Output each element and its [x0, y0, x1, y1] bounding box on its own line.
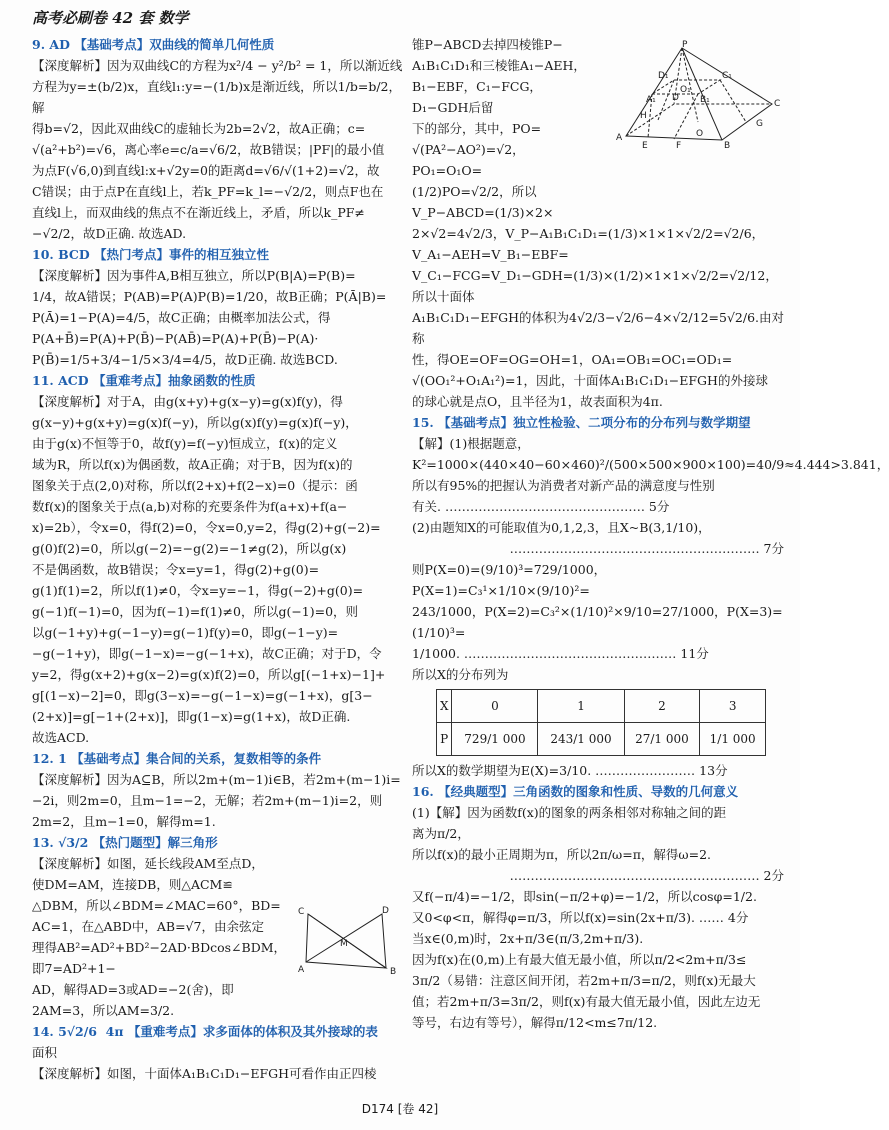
right-column [412, 34, 889, 1033]
text-line: g(x−y)+g(x+y)=g(x)f(−y)，所以g(x)f(y)=g(x)f(−y)， [32, 415, 358, 430]
text-line: B₁−EBF，C₁−FCG，D₁−GDH后留 [412, 79, 542, 115]
figure-label: D [382, 906, 389, 916]
page-footer: D174 [卷 42] [361, 1102, 439, 1116]
text-line: V_C₁−FCG=V_D₁−GDH=(1/3)×(1/2)×1×1×√2/2=√2/12，所以十面体 [412, 268, 778, 304]
text-line: 【深度解析】如图，延长线段AM至点D， [32, 856, 264, 871]
text-line: P(Ā)=1−P(A)=4/5，故C正确；由概率加法公式，得 [32, 310, 331, 325]
text-line: 故选ACD. [32, 730, 90, 745]
text-line: 方程为y=±(b/2)x，直线l₁:y=−(1/b)x是渐近线，所以1/b=b/2，解 [32, 79, 401, 115]
text-line: (2+x)]=g[−1+(2+x)]，即g(1−x)=g(1+x)，故D正确. [32, 709, 351, 724]
text-line: 的球心就是点O，且半径为1，故表面积为4π. [412, 394, 663, 409]
text-line: 1/4，故A错误；P(AB)=P(A)P(B)=1/20，故B正确；P(Ā|B)= [32, 289, 387, 304]
text-line: AD，解得AD=3或AD=−2(舍)，即2AM=3，所以AM=3/2. [32, 982, 234, 1018]
figure-label: C₁ [722, 71, 732, 81]
text-line: 2m=2，且m−1=0，解得m=1. [32, 814, 216, 829]
figure-label: C [774, 99, 781, 109]
table-cell: P [437, 723, 452, 756]
text-line: 等号，右边有等号），解得π/12<m≤7π/12. [412, 1015, 658, 1030]
table-cell: 2 [624, 690, 700, 723]
text-line: 锥P−ABCD去掉四棱锥P− [412, 37, 563, 52]
text-line: √(a²+b²)=√6，离心率e=c/a=√6/2，故B错误；|PF|的最小值 [32, 142, 385, 157]
table-row [437, 690, 766, 723]
text-line: 【深度解析】对于A，由g(x+y)+g(x−y)=g(x)f(y)，得 [32, 394, 343, 409]
table-cell: 3 [700, 690, 766, 723]
figure-label: A [616, 133, 623, 143]
text-line: 所以f(x)的最小正周期为π，所以2π/ω=π，解得ω=2. [412, 847, 711, 862]
text-line: −√2/2，故D正确. 故选AD. [32, 226, 187, 241]
text-line: 则P(X=0)=(9/10)³=729/1000，P(X=1)=C₃¹×1/10×(9/10)²= [412, 562, 607, 598]
text-line: −2i，则2m=0，且m−1=−2，无解；若2m+(m−1)i=2，则 [32, 793, 383, 808]
text-line: 【深度解析】因为A⊆B，所以2m+(m−1)i∈B，若2m+(m−1)i= [32, 772, 401, 787]
page-header: 高考必刷卷 42 套 数学 [32, 9, 189, 27]
text-line: C错误；由于点P在直线l上，若k_PF=k_l=−√2/2，则点F也在 [32, 184, 384, 199]
text-line: 因为f(x)在(0,m)上有最大值无最小值，所以π/2<2m+π/3≤ [412, 952, 747, 967]
text-line: √(OO₁²+O₁A₁²)=1，因此，十面体A₁B₁C₁D₁−EFGH的外接球 [412, 373, 768, 388]
text-line: K²=1000×(440×40−60×460)²/(500×500×900×100)=40/9≈4.444>3.841， [412, 457, 889, 472]
text-line: 又0<φ<π，解得φ=π/3，所以f(x)=sin(2x+π/3). …… 4分 [412, 910, 749, 925]
text-line: 为点F(√6,0)到直线l:x+√2y=0的距离d=√6/√(1+2)=√2，故 [32, 163, 380, 178]
question-heading: 16. 【经典题型】三角函数的图象和性质、导数的几何意义 [412, 784, 739, 799]
text-line: △DBM，所以∠BDM=∠MAC=60°，BD= [32, 898, 281, 913]
text-line: 使DM=AM，连接DB，则△ACM≌ [32, 877, 233, 892]
text-line: …………………………………………………… 2分 [509, 868, 784, 883]
text-line: 1/1000. …………………………………………… 11分 [412, 646, 709, 661]
text-line: 下的部分，其中，PO= [412, 121, 542, 136]
table-cell: X [437, 690, 452, 723]
figure-label: E [642, 141, 648, 151]
text-line: 图象关于点(2,0)对称，所以f(2+x)+f(2−x)=0（提示：函 [32, 478, 358, 493]
text-line: 值；若2m+π/3=3π/2，则f(x)有最大值无最小值，因此左边无 [412, 994, 761, 1009]
text-line: g[(1−x)−2]=0，即g(3−x)=−g(−1−x)=g(−1+x)，g[3− [32, 688, 373, 703]
text-line: √(PA²−AO²)=√2，PO₁=O₁O= [412, 142, 525, 178]
figure-label: A [298, 965, 305, 975]
figure-label: D₁ [658, 71, 669, 81]
text-line: 【解】(1)根据题意， [412, 436, 530, 451]
text-line: (1)【解】因为函数f(x)的图象的两条相邻对称轴之间的距 [412, 805, 727, 820]
text-line: 不是偶函数，故B错误；令x=y=1，得g(2)+g(0)= [32, 562, 320, 577]
figure-label: A₁ [646, 95, 656, 105]
question-heading: 9. AD 【基础考点】双曲线的简单几何性质 [32, 37, 275, 52]
text-line: (1/2)PO=√2/2，所以V_P−ABCD=(1/3)×2× [412, 184, 554, 220]
text-line: A₁B₁C₁D₁和三棱锥A₁−AEH， [412, 58, 586, 73]
text-line: P(A+B̄)=P(A)+P(B̄)−P(AB̄)=P(A)+P(B̄)−P(A)· [32, 331, 319, 346]
text-line: P(B̄)=1/5+3/4−1/5×3/4=4/5，故D正确. 故选BCD. [32, 352, 338, 367]
text-line: (2)由题知X的可能取值为0,1,2,3，且X~B(3,1/10)， [412, 520, 711, 535]
question-heading: 12. 1 【基础考点】集合间的关系，复数相等的条件 [32, 751, 322, 766]
figure-label: B [390, 967, 397, 977]
table-cell: 729/1 000 [452, 723, 538, 756]
text-line: 理得AB²=AD²+BD²−2AD·BDcos∠BDM，即7=AD²+1− [32, 940, 287, 976]
question-heading: 15. 【基础考点】独立性检验、二项分布的分布列与数学期望 [412, 415, 751, 430]
text-line: 离为π/2， [412, 826, 470, 841]
figure-label: M [340, 939, 348, 949]
text-line: 2×√2=4√2/3，V_P−A₁B₁C₁D₁=(1/3)×1×1×√2/2=√2/6，V_A₁−AEH=V_B₁−EBF= [412, 226, 765, 262]
text-line: 面积 [32, 1045, 58, 1060]
text-line: 【深度解析】如图，十面体A₁B₁C₁D₁−EFGH可看作由正四棱 [32, 1066, 377, 1081]
question-heading: 13. √3/2 【热门题型】解三角形 [32, 835, 218, 850]
table-row [437, 723, 766, 756]
figure-label: G [756, 119, 763, 129]
text-line: −g(−1+y)，即g(−1−x)=−g(−1+x)，故C正确；对于D，令 [32, 646, 382, 661]
text-line: 当x∈(0,m)时，2x+π/3∈(π/3,2m+π/3). [412, 931, 644, 946]
text-line: 【深度解析】因为事件A,B相互独立，所以P(B|A)=P(B)= [32, 268, 356, 283]
text-line: 243/1000，P(X=2)=C₃²×(1/10)²×9/10=27/1000，P(X=3)=(1/10)³= [412, 604, 783, 640]
text-line: g(0)f(2)=0，所以g(−2)=−g(2)=−1≠g(2)，所以g(x) [32, 541, 347, 556]
text-line: 数f(x)的图象关于点(a,b)对称的充要条件为f(a+x)+f(a− [32, 499, 348, 514]
pyramid-figure [612, 40, 790, 152]
text-line: A₁B₁C₁D₁−EFGH的体积为4√2/3−√2/6−4×√2/12=5√2/6.由对称 [412, 310, 785, 346]
triangle-figure [296, 906, 406, 976]
text-line: 【深度解析】因为双曲线C的方程为x²/4 − y²/b² = 1，所以渐近线 [32, 58, 403, 73]
text-line: …………………………………………………… 7分 [509, 541, 784, 556]
right-column-text-2 [412, 760, 784, 1033]
text-line: 有关. ………………………………………… 5分 [412, 499, 670, 514]
text-line: g(1)f(1)=2，所以f(1)≠0，令x=y=−1，得g(−2)+g(0)= [32, 583, 364, 598]
table-cell: 0 [452, 690, 538, 723]
figure-label: D [672, 93, 679, 103]
text-line: 域为R，所以f(x)为偶函数，故A正确；对于B，因为f(x)的 [32, 457, 353, 472]
table-cell: 27/1 000 [624, 723, 700, 756]
figure-label: P [682, 40, 688, 50]
question-heading: 14. 5√2/6 4π 【重难考点】求多面体的体积及其外接球的表 [32, 1024, 378, 1039]
text-line: AC=1，在△ABD中，AB=√7，由余弦定 [32, 919, 264, 934]
text-line: 所以X的分布列为 [412, 667, 509, 682]
text-line: 以g(−1+y)+g(−1−y)=g(−1)f(y)=0，即g(−1−y)= [32, 625, 339, 640]
text-line: 又f(−π/4)=−1/2，即sin(−π/2+φ)=−1/2，所以cosφ=1/2. [412, 889, 757, 904]
table-cell: 1 [538, 690, 624, 723]
figure-label: H [640, 111, 647, 121]
question-heading: 10. BCD 【热门考点】事件的相互独立性 [32, 247, 270, 262]
table-cell: 1/1 000 [700, 723, 766, 756]
text-line: 所以有95%的把握认为消费者对新产品的满意度与性别 [412, 478, 715, 493]
text-line: 所以X的数学期望为E(X)=3/10. …………………… 13分 [412, 763, 728, 778]
question-heading: 11. ACD 【重难考点】抽象函数的性质 [32, 373, 256, 388]
table-cell: 243/1 000 [538, 723, 624, 756]
figure-label: B [724, 141, 731, 151]
figure-label: O [696, 129, 704, 139]
text-line: x)=2b），令x=0，得f(2)=0，令x=0,y=2，得g(2)+g(−2)= [32, 520, 381, 535]
figure-label: F [676, 141, 682, 151]
text-line: y=2，得g(x+2)+g(x−2)=g(x)f(2)=0，所以g[(−1+x)−1]+ [32, 667, 386, 682]
figure-label: C [298, 907, 305, 917]
text-line: 由于g(x)不恒等于0，故f(y)=f(−y)恒成立，f(x)的定义 [32, 436, 338, 451]
text-line: 直线l上，而双曲线的焦点不在渐近线上，矛盾，所以k_PF≠ [32, 205, 365, 220]
text-line: 3π/2（易错：注意区间开闭，若2m+π/3=π/2，则f(x)无最大 [412, 973, 756, 988]
text-line: g(−1)f(−1)=0，因为f(−1)=f(1)≠0，所以g(−1)=0，则 [32, 604, 359, 619]
figure-label: O₁ [680, 85, 691, 95]
text-line: 得b=√2，因此双曲线C的虚轴长为2b=2√2，故A正确；c= [32, 121, 366, 136]
distribution-table [436, 689, 766, 756]
figure-label: B₁ [700, 95, 710, 105]
text-line: 性，得OE=OF=OG=OH=1，OA₁=OB₁=OC₁=OD₁= [412, 352, 733, 367]
